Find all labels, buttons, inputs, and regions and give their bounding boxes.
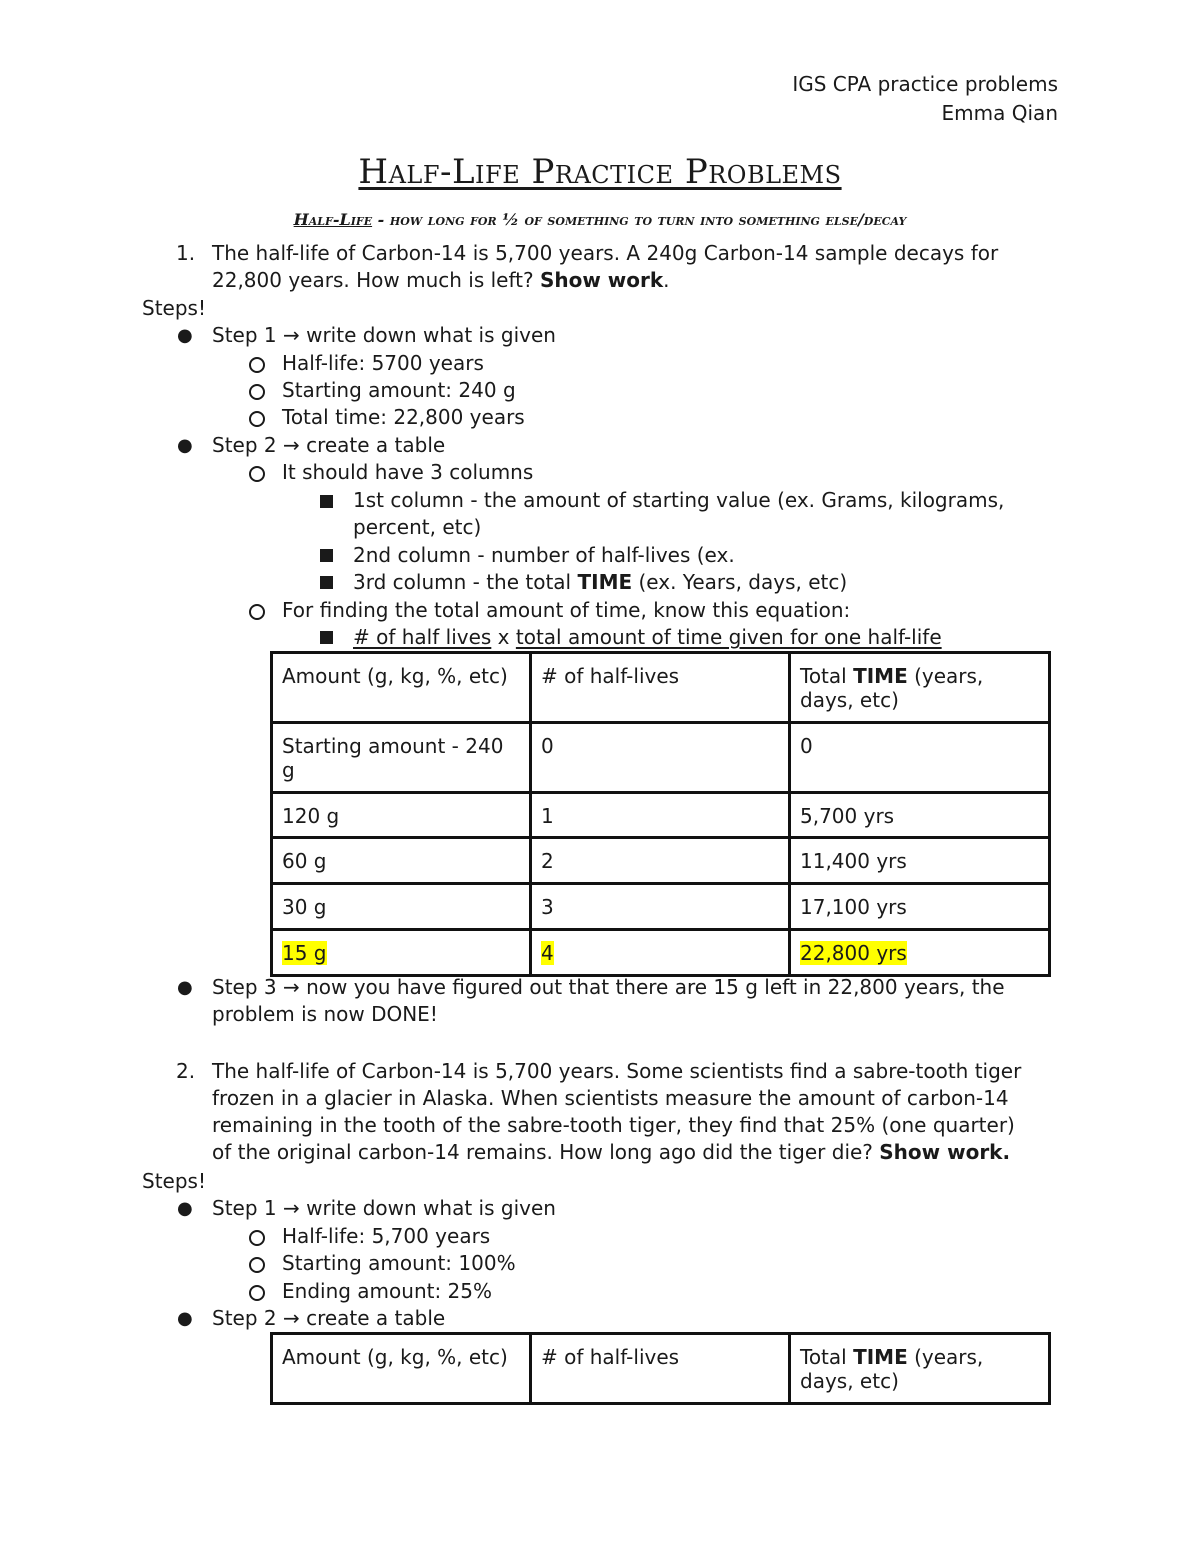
show-work-label: Show work. [879, 1140, 1011, 1164]
p1-col-2: 2nd column - number of half-lives (ex. [353, 543, 735, 567]
p2-given-1: Half-life: 5,700 years [282, 1224, 491, 1248]
table-header-cell [790, 1334, 1050, 1404]
table-cell: 30 g [272, 884, 531, 930]
hollow-bullet-icon [249, 357, 265, 373]
square-bullet-icon [320, 631, 333, 644]
header-text: Total [800, 664, 854, 688]
equation-times: x [491, 625, 516, 649]
table-cell: 2 [531, 838, 790, 884]
problem-2-line-1: The half-life of Carbon-14 is 5,700 years. Some scientists find a sabre-tooth tiger [212, 1059, 1022, 1083]
header-bold: TIME [853, 664, 908, 688]
page-title: Half-Life Practice Problems [358, 152, 842, 192]
hollow-bullet-icon [249, 466, 265, 482]
table-row [272, 793, 1050, 838]
hollow-bullet-icon [249, 411, 265, 427]
p1-col-1-line-2: percent, etc) [353, 515, 482, 539]
square-bullet-icon [320, 495, 333, 508]
header-bold: TIME [853, 1345, 908, 1369]
table-row [272, 838, 1050, 884]
table-row-answer [272, 930, 1050, 976]
problem-1-text-line-2 [212, 267, 670, 294]
table-cell: 17,100 yrs [790, 884, 1050, 930]
problem-2-line-4 [212, 1139, 1010, 1166]
p1-sub-2: For finding the total amount of time, know this equation: [282, 598, 851, 622]
p1-given-3: Total time: 22,800 years [282, 405, 525, 429]
bullet-icon: ● [177, 435, 193, 456]
highlighted-answer: 15 g [282, 941, 327, 965]
problem-1-text-line-1: The half-life of Carbon-14 is 5,700 years. A 240g Carbon-14 sample decays for [212, 241, 999, 265]
half-life-table-2 [270, 1332, 1051, 1405]
table-cell: 0 [790, 723, 1050, 793]
square-bullet-icon [320, 549, 333, 562]
p1-equation [353, 624, 942, 651]
hollow-bullet-icon [249, 604, 265, 620]
problem-2-line-3: remaining in the tooth of the sabre-tooth tiger, they find that 25% (one quarter) [212, 1113, 1015, 1137]
p1-given-2: Starting amount: 240 g [282, 378, 516, 402]
col-3-text: 3rd column - the total [353, 570, 578, 594]
hollow-bullet-icon [249, 1257, 265, 1273]
half-life-table-1 [270, 651, 1051, 977]
header-line-1: IGS CPA practice problems [792, 72, 1058, 96]
problem-2-number: 2. [176, 1059, 196, 1083]
problem-1-number: 1. [176, 241, 196, 265]
definition-term: Half-Life [293, 210, 373, 229]
table-cell [272, 930, 531, 976]
table-cell: 5,700 yrs [790, 793, 1050, 838]
header-text: Total [800, 1345, 854, 1369]
steps-label: Steps! [142, 296, 206, 320]
square-bullet-icon [320, 576, 333, 589]
p2-step-2: Step 2 → create a table [212, 1306, 446, 1330]
p1-step-3-line-2: problem is now DONE! [212, 1002, 438, 1026]
problem-2-text: of the original carbon-14 remains. How long ago did the tiger die? [212, 1140, 880, 1164]
header-line-2: Emma Qian [941, 101, 1058, 125]
p1-step-2: Step 2 → create a table [212, 433, 446, 457]
equation-part-2: total amount of time given for one half-life [515, 625, 942, 649]
p1-col-1-line-1: 1st column - the amount of starting value (ex. Grams, kilograms, [353, 488, 1005, 512]
hollow-bullet-icon [249, 1285, 265, 1301]
table-header-cell: Amount (g, kg, %, etc) [272, 1334, 531, 1404]
steps-label-2: Steps! [142, 1169, 206, 1193]
table-header-cell: Amount (g, kg, %, etc) [272, 653, 531, 723]
table-cell: 11,400 yrs [790, 838, 1050, 884]
period: . [663, 268, 670, 292]
p2-given-3: Ending amount: 25% [282, 1279, 493, 1303]
table-cell [531, 930, 790, 976]
table-cell: 3 [531, 884, 790, 930]
table-cell: 60 g [272, 838, 531, 884]
p1-sub-1: It should have 3 columns [282, 460, 534, 484]
problem-2-line-2: frozen in a glacier in Alaska. When scientists measure the amount of carbon-14 [212, 1086, 1009, 1110]
p1-step-3-line-1: Step 3 → now you have figured out that there are 15 g left in 22,800 years, the [212, 975, 1005, 999]
header-rest: (years, days, etc) [800, 664, 984, 712]
definition [0, 210, 1200, 229]
bullet-icon: ● [177, 977, 193, 998]
p2-step-1: Step 1 → write down what is given [212, 1196, 556, 1220]
show-work-label: Show work [539, 268, 664, 292]
col-3-bold: TIME [577, 570, 633, 594]
hollow-bullet-icon [249, 384, 265, 400]
problem-1-text: 22,800 years. How much is left? [212, 268, 540, 292]
highlighted-answer: 4 [541, 941, 554, 965]
table-header-cell: # of half-lives [531, 1334, 790, 1404]
bullet-icon: ● [177, 325, 193, 346]
hollow-bullet-icon [249, 1230, 265, 1246]
header-rest: (years, days, etc) [800, 1345, 984, 1393]
highlighted-answer: 22,800 yrs [800, 941, 907, 965]
col-3-rest: (ex. Years, days, etc) [632, 570, 848, 594]
table-header-cell: # of half-lives [531, 653, 790, 723]
bullet-icon: ● [177, 1308, 193, 1329]
table-header-row [272, 653, 1050, 723]
p1-given-1: Half-life: 5700 years [282, 351, 484, 375]
table-cell: Starting amount - 240 g [272, 723, 531, 793]
table-cell: 0 [531, 723, 790, 793]
table-row [272, 723, 1050, 793]
p1-step-1: Step 1 → write down what is given [212, 323, 556, 347]
table-cell [790, 930, 1050, 976]
table-header-row [272, 1334, 1050, 1404]
p2-given-2: Starting amount: 100% [282, 1251, 516, 1275]
bullet-icon: ● [177, 1198, 193, 1219]
table-row [272, 884, 1050, 930]
table-header-cell [790, 653, 1050, 723]
table-cell: 1 [531, 793, 790, 838]
equation-part-1: # of half lives [353, 625, 492, 649]
definition-text: - how long for ½ of something to turn into something else/decay [372, 210, 907, 229]
table-cell: 120 g [272, 793, 531, 838]
p1-col-3 [353, 569, 847, 596]
